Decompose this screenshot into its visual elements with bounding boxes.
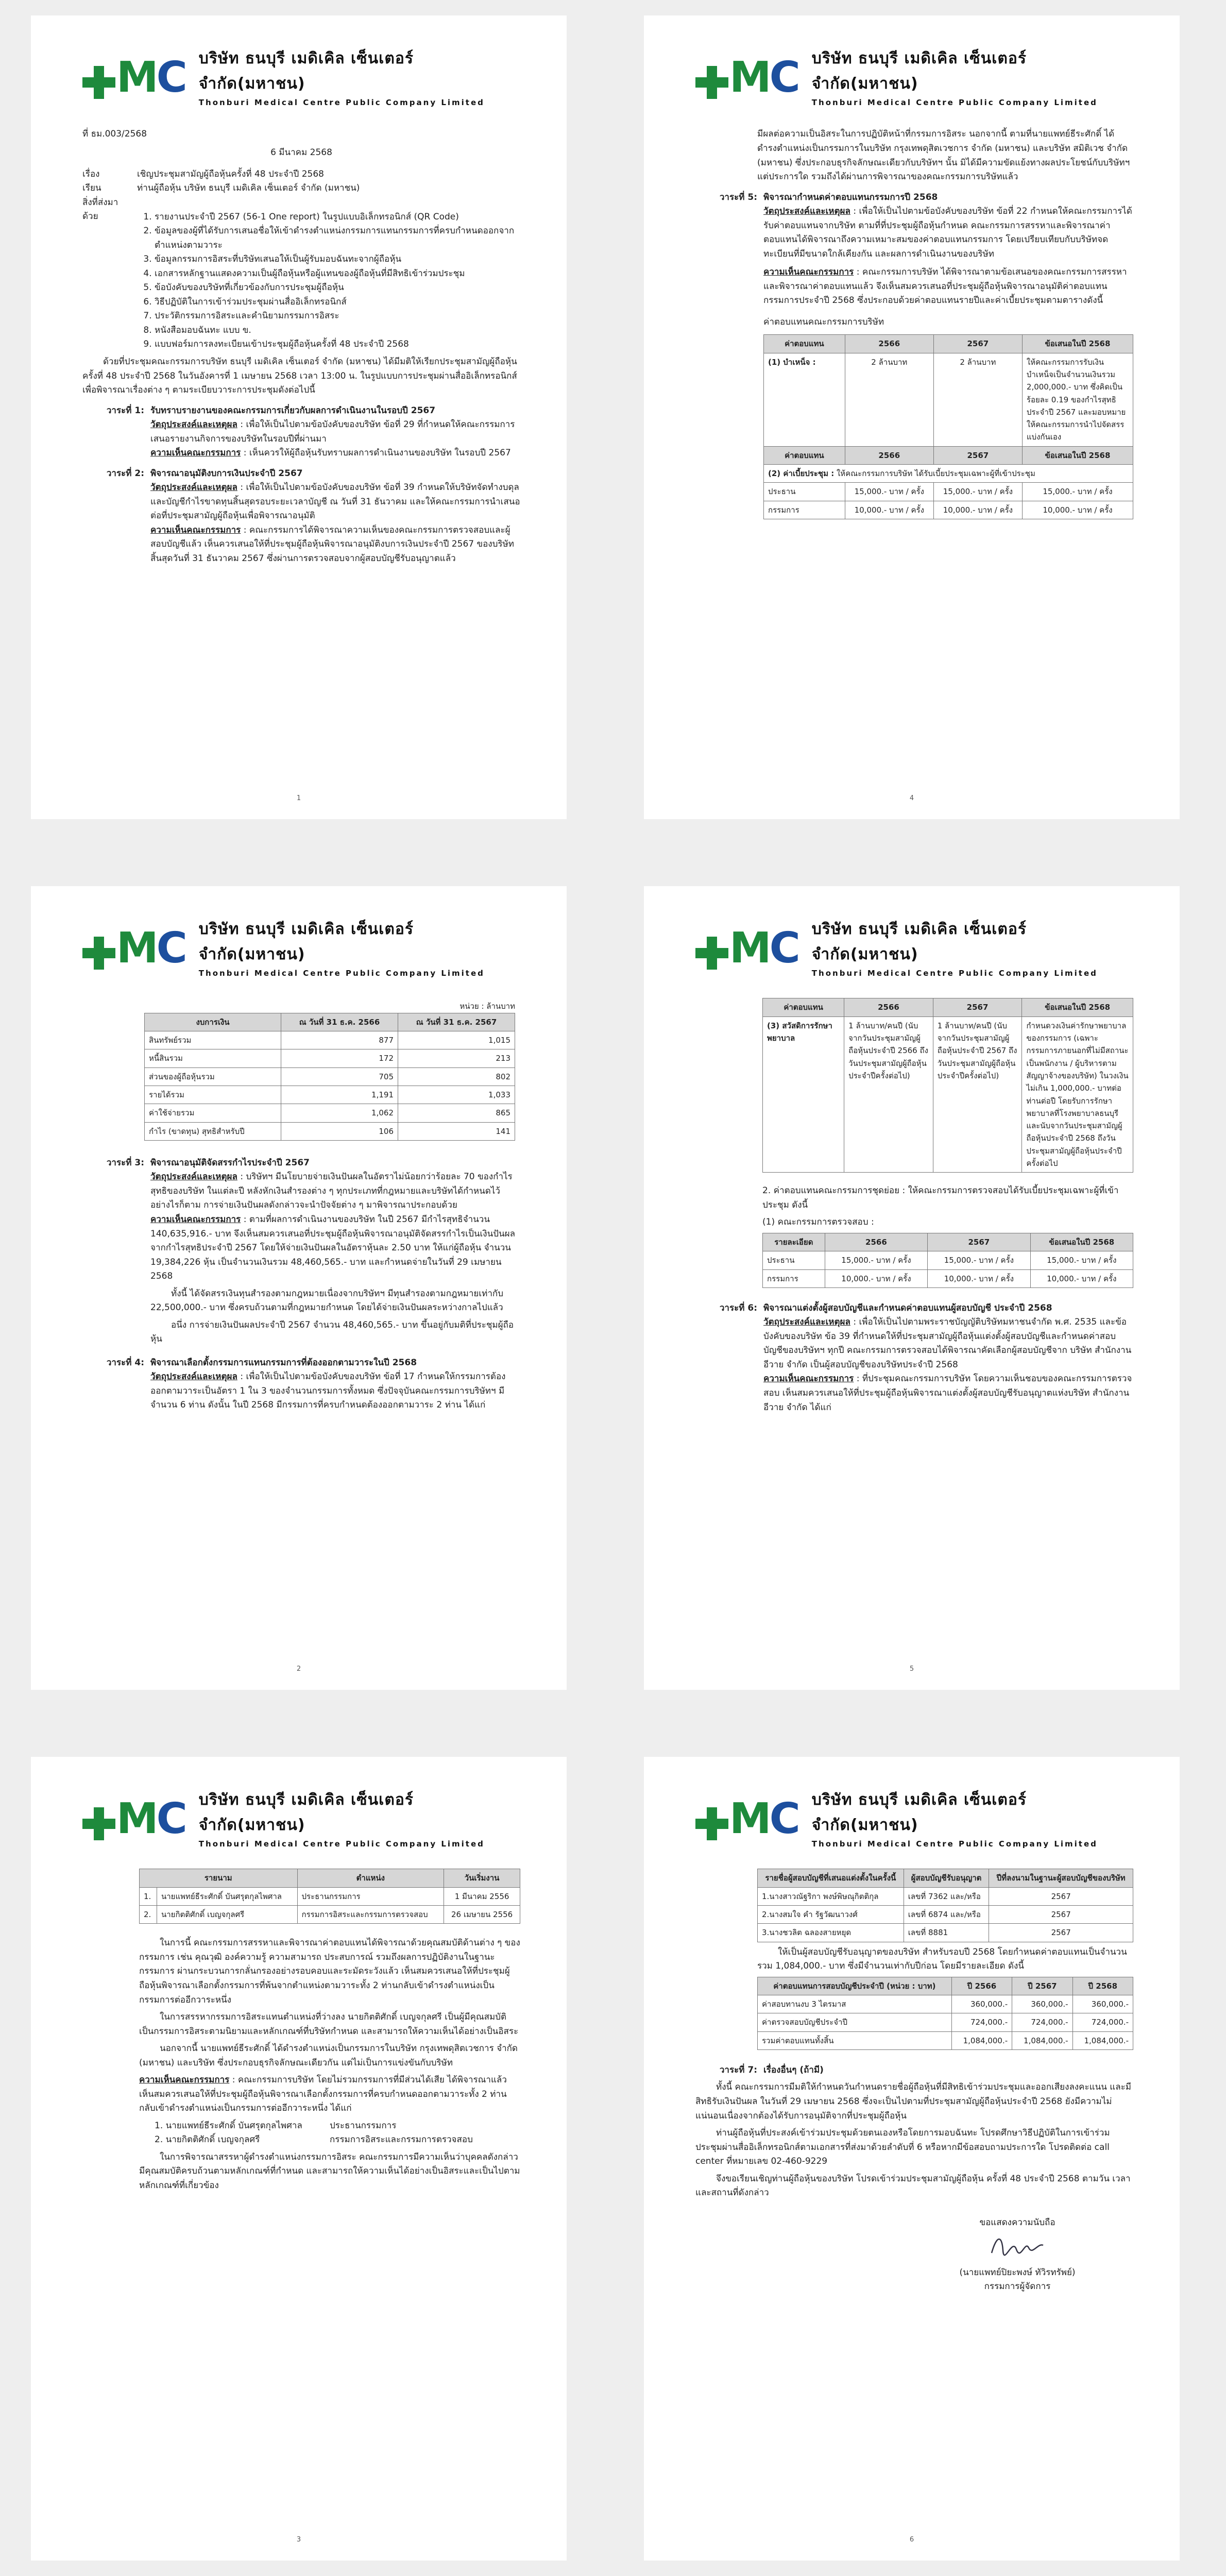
- column-header: ข้อเสนอในปี 2568: [1022, 998, 1133, 1016]
- objective-label: วัตถุประสงค์และเหตุผล: [150, 1371, 237, 1382]
- column-header: ณ วันที่ 31 ธ.ค. 2566: [281, 1013, 398, 1031]
- attachment-item: 7. ประวัติกรรมการอิสระและคำนิยามกรรมการอิสระ: [155, 309, 520, 324]
- table-cell: 724,000.-: [951, 2013, 1012, 2031]
- letter-date: 6 มีนาคม 2568: [270, 147, 332, 158]
- board-opinion-text: : เห็นควรให้ผู้ถือหุ้นรับทราบผลการดำเนินงานของบริษัท ในรอบปี 2567: [243, 448, 511, 459]
- table-cell: 15,000.- บาท / ครั้ง: [933, 483, 1022, 501]
- table-cell: 141: [398, 1122, 515, 1140]
- table-row: [145, 1067, 515, 1086]
- subject: เชิญประชุมสามัญผู้ถือหุ้นครั้งที่ 48 ประจำปี 2568: [137, 168, 325, 179]
- page-number: 2: [296, 1665, 301, 1673]
- table-cell: หนี้สินรวม: [145, 1049, 281, 1067]
- signer-title: กรรมการผู้จัดการ: [984, 2281, 1051, 2292]
- board-opinion-label: ความเห็นคณะกรรมการ: [150, 448, 241, 459]
- column-header: ปี 2568: [1072, 1977, 1133, 1995]
- objective-text: : เพื่อให้เป็นไปตามข้อบังคับของบริษัท ข้อที่ 29 ที่กำหนดให้คณะกรรมการเสนอรายงานกิจการของบริษัทในรอบปีที่ผ่านมา: [150, 419, 515, 444]
- board-opinion-label: ความเห็นคณะกรรมการ: [150, 1214, 241, 1225]
- attachments-label: สิ่งที่ส่งมาด้วย: [82, 197, 118, 222]
- page-number: 3: [296, 2535, 301, 2544]
- company-name-thai: บริษัท ธนบุรี เมดิเคิล เซ็นเตอร์ จำกัด(มหาชน): [811, 1791, 1027, 1834]
- letterhead: [695, 917, 1133, 979]
- agenda-title: รับทราบรายงานของคณะกรรมการเกี่ยวกับผลการดำเนินงานในรอบปี 2567: [150, 405, 436, 416]
- company-name-english: Thonburi Medical Centre Public Company Limited: [198, 98, 485, 108]
- closing-phrase: ขอแสดงความนับถือ: [979, 2217, 1055, 2228]
- dividend-note: อนึ่ง การจ่ายเงินปันผลประจำปี 2567 จำนวน 48,460,565.- บาท ขึ้นอยู่กับมติที่ประชุมผู้ถือหุ้น: [150, 1319, 514, 1345]
- table-cell: 1 มีนาคม 2556: [444, 1887, 520, 1905]
- nominee-role: ประธานกรรมการ: [330, 2120, 397, 2131]
- table-cell: 360,000.-: [951, 1995, 1012, 2013]
- table-cell: 2567: [989, 1887, 1133, 1905]
- signature-image: [986, 2230, 1048, 2261]
- page-number: 6: [909, 2535, 914, 2544]
- table-row: [758, 1906, 1133, 1924]
- objective-text: : บริษัทฯ มีนโยบายจ่ายเงินปันผลในอัตราไม่น้อยกว่าร้อยละ 70 ของกำไรสุทธิของบริษัท ในแต่ละปี หลังหักเงินสำรองต่าง ๆ ทุกประเภทที่กฎหมายและบริษัทได้กำหนดไว้ อย่างไรก็ตาม การจ่ายเงินปันผลดังกล่าวจะนำปัจจัยต่าง ๆ มาพิจารณาประกอบด้วย: [150, 1172, 513, 1211]
- document-page-1: [31, 15, 567, 819]
- attachment-list: [82, 210, 520, 352]
- audit-fee-table: [757, 1977, 1133, 2050]
- agenda-label: วาระที่ 6:: [719, 1302, 757, 1313]
- table-cell: ประธาน: [764, 483, 845, 501]
- column-header: รายนาม: [140, 1869, 298, 1887]
- document-page-2: [31, 886, 567, 1690]
- table-cell: 1,015: [398, 1031, 515, 1049]
- column-header: 2566: [845, 335, 933, 353]
- agenda-title: พิจารณาอนุมัติงบการเงินประจำปี 2567: [150, 468, 303, 479]
- column-header: ข้อเสนอในปี 2568: [1022, 335, 1133, 353]
- column-header: รายชื่อผู้สอบบัญชีที่เสนอแต่งตั้งในครั้งนี้: [758, 1869, 904, 1887]
- table-cell: ประธาน: [763, 1251, 825, 1269]
- document-page-4: [644, 15, 1180, 819]
- table-cell: 15,000.- บาท / ครั้ง: [928, 1251, 1030, 1269]
- table-cell: เลขที่ 8881: [904, 1924, 989, 1942]
- document-page-3: [31, 1757, 567, 2561]
- board-opinion-text: : คณะกรรมการบริษัท ได้พิจารณาตามข้อเสนอของคณะกรรมการสรรหาและพิจารณาค่าตอบแทนแล้ว จึงเห็นสมควรเสนอที่ประชุมผู้ถือหุ้นพิจารณาอนุมัติค่าตอบแทนกรรมการประจำปี 2568 ซึ่งประกอบด้วยค่าตอบแทนรายปีและค่าเบี้ยประชุมตามตารางดังนี้: [763, 267, 1127, 306]
- agenda-label: วาระที่ 1:: [106, 405, 144, 416]
- table-row: [763, 1251, 1133, 1269]
- table-row: [758, 1887, 1133, 1905]
- board-opinion-label: ความเห็นคณะกรรมการ: [763, 1374, 854, 1384]
- agenda-6: [695, 1301, 1133, 1415]
- company-name-thai: บริษัท ธนบุรี เมดิเคิล เซ็นเตอร์ จำกัด(มหาชน): [811, 49, 1027, 93]
- company-name-thai: บริษัท ธนบุรี เมดิเคิล เซ็นเตอร์ จำกัด(มหาชน): [198, 49, 414, 93]
- agenda-7: [695, 2063, 1133, 2078]
- table-row: [145, 1104, 515, 1122]
- table-cell: 15,000.- บาท / ครั้ง: [1030, 1251, 1133, 1269]
- table-row: [758, 2031, 1133, 2049]
- nominee-row: [155, 2119, 520, 2133]
- other-positions-paragraph: นอกจากนี้ นายแพทย์ธีระศักดิ์ ได้ดำรงตำแหน่งเป็นกรรมการในบริษัท กรุงเทพดุสิตเวชการ จำกัด (มหาชน) และบริษัท ซึ่งประกอบธุรกิจลักษณะเดียวกัน แต่ไม่เป็นการแข่งขันกับบริษัท: [139, 2043, 518, 2068]
- table-cell: 705: [281, 1067, 398, 1086]
- attachment-item: 4. เอกสารหลักฐานแสดงความเป็นผู้ถือหุ้นหรือผู้แทนของผู้ถือหุ้นที่มีสิทธิเข้าร่วมประชุม: [155, 267, 520, 281]
- company-logo: M C: [695, 57, 798, 99]
- page-number: 5: [909, 1665, 914, 1673]
- company-logo: M C: [695, 927, 798, 970]
- letterhead: [695, 46, 1133, 109]
- agenda-1: [82, 404, 520, 461]
- table-row: [140, 1887, 520, 1905]
- company-logo: M C: [82, 1798, 185, 1840]
- invitation-paragraph: จึงขอเรียนเชิญท่านผู้ถือหุ้นของบริษัท โปรดเข้าร่วมประชุมสามัญผู้ถือหุ้น ครั้งที่ 48 ประจำปี 2568 ตามวัน เวลา และสถานที่ดังกล่าว: [695, 2173, 1131, 2198]
- company-logo: M C: [82, 927, 185, 970]
- agenda-4: [82, 1356, 520, 1413]
- attachment-item: 9. แบบฟอร์มการลงทะเบียนเข้าประชุมผู้ถือหุ้นครั้งที่ 48 ประจำปี 2568: [155, 337, 520, 352]
- agenda-title: พิจารณาแต่งตั้งผู้สอบบัญชีและกำหนดค่าตอบแทนผู้สอบบัญชี ประจำปี 2568: [763, 1302, 1052, 1313]
- table-cell: 1 ล้านบาท/คนปี (นับจากวันประชุมสามัญผู้ถือหุ้นประจำปี 2567 ถึงวันประชุมสามัญผู้ถือหุ้นประจำปีครั้งต่อไป): [933, 1016, 1022, 1173]
- table-cell: 10,000.- บาท / ครั้ง: [1022, 501, 1133, 519]
- table-cell: 1.นางสาวณัฐริกา พงษ์พิษณุกิตติกุล: [758, 1887, 904, 1905]
- column-header: ปีที่ลงนามในฐานะผู้สอบบัญชีของบริษัท: [989, 1869, 1133, 1887]
- table-unit: หน่วย : ล้านบาท: [459, 1002, 515, 1011]
- table-cell: 2 ล้านบาท: [845, 353, 933, 446]
- attachment-item: 8. หนังสือมอบฉันทะ แบบ ข.: [155, 324, 520, 338]
- director-remuneration-table: [763, 334, 1133, 519]
- table-cell: 10,000.- บาท / ครั้ง: [825, 1269, 927, 1287]
- table-cell: (2) ค่าเบี้ยประชุม :: [768, 469, 835, 479]
- table-cell: 10,000.- บาท / ครั้ง: [1030, 1269, 1133, 1287]
- table-cell: กรรมการ: [763, 1269, 825, 1287]
- agenda-5: [695, 191, 1133, 519]
- nomination-paragraph: ในการนี้ คณะกรรมการสรรหาและพิจารณาค่าตอบแทนได้พิจารณาด้วยคุณสมบัติด้านต่าง ๆ ของกรรมการ เช่น คุณวุฒิ องค์ความรู้ ความสามารถ ประสบการณ์ รวมถึงผลการปฏิบัติงานในฐานะกรรมการ ผ่านกระบวนการกลั่นกรองอย่างรอบคอบและระมัดระวังแล้ว เห็นสมควรเสนอให้ที่ประชุมผู้ถือหุ้นพิจารณาเลือกตั้งกรรมการที่พ้นจากตำแหน่งตามวาระทั้ง 2 ท่านกลับเข้าดำรงตำแหน่งเป็นกรรมการต่ออีกวาระหนึ่ง: [139, 1938, 520, 2005]
- table-cell: ให้คณะกรรมการบริษัท ได้รับเบี้ยประชุมเฉพาะผู้ที่เข้าประชุม: [836, 469, 1035, 479]
- company-logo: M C: [82, 57, 185, 99]
- table-cell: (1) บำเหน็จ :: [768, 357, 816, 367]
- table-cell: 1,084,000.-: [1072, 2031, 1133, 2049]
- agenda-label: วาระที่ 5:: [719, 192, 757, 202]
- column-header: รายละเอียด: [763, 1233, 825, 1251]
- table-row: [145, 1031, 515, 1049]
- table-row: [763, 1016, 1133, 1173]
- nominee-role: กรรมการอิสระและกรรมการตรวจสอบ: [330, 2134, 473, 2145]
- to-label: เรียน: [82, 183, 101, 194]
- column-header: 2567: [933, 446, 1022, 464]
- table-row: [763, 1269, 1133, 1287]
- column-header: ข้อเสนอในปี 2568: [1022, 446, 1133, 464]
- objective-text: : เพื่อให้เป็นไปตามข้อบังคับของบริษัท ข้อที่ 22 กำหนดให้คณะกรรมการได้รับค่าตอบแทนจากบริษัท ตามที่ที่ประชุมผู้ถือหุ้นกำหนด คณะกรรมการสรรหาและพิจารณาค่าตอบแทนได้พิจารณาถึงความเหมาะสมของค่าตอบแทนกรรมการ โดยเปรียบเทียบกับบริษัทจดทะเบียนที่มีขนาดใกล้เคียงกัน และผลการดำเนินงานของบริษัท: [763, 206, 1132, 259]
- board-opinion-text: : ที่ประชุมคณะกรรมการบริษัท โดยความเห็นชอบของคณะกรรมการตรวจสอบ เห็นสมควรเสนอให้ที่ประชุมผู้ถือหุ้นพิจารณาแต่งตั้งผู้สอบบัญชีรับอนุญาตแห่งบริษัท สำนักงาน อีวาย จำกัด ได้แก่: [763, 1374, 1132, 1413]
- attachment-item: 3. ข้อมูลกรรมการอิสระที่บริษัทเสนอให้เป็นผู้รับมอบฉันทะจากผู้ถือหุ้น: [155, 252, 520, 267]
- letterhead: [82, 46, 520, 109]
- table-cell: เลขที่ 7362 และ/หรือ: [904, 1887, 989, 1905]
- column-header: 2567: [933, 998, 1022, 1016]
- objective-label: วัตถุประสงค์และเหตุผล: [150, 419, 237, 430]
- table-cell: 15,000.- บาท / ครั้ง: [845, 483, 933, 501]
- table-row: [758, 2013, 1133, 2031]
- table-cell: (3) สวัสดิการรักษาพยาบาล: [767, 1021, 832, 1043]
- board-opinion-label: ความเห็นคณะกรรมการ: [139, 2075, 230, 2086]
- column-header: ณ วันที่ 31 ธ.ค. 2567: [398, 1013, 515, 1031]
- table-cell: 10,000.- บาท / ครั้ง: [928, 1269, 1030, 1287]
- table-cell: กำไร (ขาดทุน) สุทธิสำหรับปี: [145, 1122, 281, 1140]
- table-cell: รวมค่าตอบแทนทั้งสิ้น: [758, 2031, 952, 2049]
- company-name-english: Thonburi Medical Centre Public Company Limited: [198, 1839, 485, 1849]
- column-header: ปี 2566: [951, 1977, 1012, 1995]
- company-name-english: Thonburi Medical Centre Public Company Limited: [811, 98, 1098, 108]
- table-row: [145, 1049, 515, 1067]
- table-cell: 10,000.- บาท / ครั้ง: [933, 501, 1022, 519]
- attachment-item: 5. ข้อบังคับของบริษัทที่เกี่ยวข้องกับการประชุมผู้ถือหุ้น: [155, 281, 520, 295]
- medical-benefit-table: [762, 998, 1133, 1173]
- table-cell: เลขที่ 6874 และ/หรือ: [904, 1906, 989, 1924]
- column-header: วันเริ่มงาน: [444, 1869, 520, 1887]
- agenda-title: พิจารณาอนุมัติจัดสรรกำไรประจำปี 2567: [150, 1157, 310, 1168]
- table-caption: ค่าตอบแทนคณะกรรมการบริษัท: [763, 316, 884, 327]
- column-header: 2567: [928, 1233, 1030, 1251]
- table-row: [764, 483, 1133, 501]
- agenda-title: เรื่องอื่นๆ (ถ้ามี): [763, 2064, 824, 2075]
- table-cell: 1,084,000.-: [1012, 2031, 1072, 2049]
- table-cell: ส่วนของผู้ถือหุ้นรวม: [145, 1067, 281, 1086]
- document-page-6: [644, 1757, 1180, 2561]
- agenda-label: วาระที่ 7:: [719, 2064, 757, 2075]
- table-cell: 2.: [140, 1906, 157, 1924]
- independence-paragraph: ในการสรรหากรรมการอิสระแทนตำแหน่งที่ว่างลง นายกิตติศักดิ์ เบญจกุลศรี เป็นผู้มีคุณสมบัติเป็นกรรมการอิสระตามนิยามและหลักเกณฑ์ที่บริษัทกำหนด และสามารถให้ความเห็นได้อย่างเป็นอิสระ: [139, 2012, 519, 2037]
- company-name-english: Thonburi Medical Centre Public Company Limited: [811, 969, 1098, 978]
- table-cell: รายได้รวม: [145, 1086, 281, 1104]
- audit-committee-table: [762, 1233, 1133, 1288]
- table-cell: 865: [398, 1104, 515, 1122]
- subject-label: เรื่อง: [82, 168, 100, 179]
- table-cell: กำหนดวงเงินค่ารักษาพยาบาลของกรรมการ (เฉพาะกรรมการภายนอกที่ไม่มีสถานะเป็นพนักงาน / ผู้บริหารตามสัญญาจ้างของบริษัท) ในวงเงินไม่เกิน 1,000,000.- บาทต่อท่านต่อปี โดยรับการรักษาพยาบาลที่โรงพยาบาลธนบุรี และนับจากวันประชุมสามัญผู้ถือหุ้นประจำปี 2568 ถึงวันประชุมสามัญผู้ถือหุ้นประจำปีครั้งต่อไป: [1022, 1016, 1133, 1173]
- nominee-name: 2. นายกิตติศักดิ์ เบญจกุลศรี: [155, 2134, 260, 2145]
- column-header: 2567: [933, 335, 1022, 353]
- table-cell: 1 ล้านบาท/คนปี (นับจากวันประชุมสามัญผู้ถือหุ้นประจำปี 2566 ถึงวันประชุมสามัญผู้ถือหุ้นประจำปีครั้งต่อไป): [844, 1016, 933, 1173]
- table-cell: 106: [281, 1122, 398, 1140]
- table-cell: 172: [281, 1049, 398, 1067]
- column-header: 2566: [845, 446, 933, 464]
- table-cell: 360,000.-: [1072, 1995, 1133, 2013]
- board-opinion-label: ความเห็นคณะกรรมการ: [763, 267, 854, 278]
- subcommittee-note: 2. ค่าตอบแทนคณะกรรมการชุดย่อย : ให้คณะกรรมการตรวจสอบได้รับเบี้ยประชุมเฉพาะผู้ที่เข้าประชุม ดังนี้: [762, 1185, 1119, 1210]
- attendance-paragraph: ท่านผู้ถือหุ้นที่ประสงค์เข้าร่วมประชุมด้วยตนเองหรือโดยการมอบฉันทะ โปรดศึกษาวิธีปฏิบัติในการเข้าร่วมประชุมผ่านสื่ออิเล็กทรอนิกส์ตามเอกสารที่ส่งมาด้วยลำดับที่ 6 หรือหากมีข้อสอบถามประการใด โปรดติดต่อ call center ที่หมายเลข 02-460-9229: [695, 2128, 1110, 2167]
- letterhead: [82, 917, 520, 979]
- reserve-paragraph: ทั้งนี้ ได้จัดสรรเงินทุนสำรองตามกฎหมายเนื่องจากบริษัทฯ มีทุนสำรองตามกฎหมายเท่ากับ 22,500,000.- บาท ซึ่งครบถ้วนตามที่กฎหมายกำหนด โดยได้จ่ายเงินปันผลระหว่างกาลไปแล้ว: [150, 1288, 503, 1313]
- attachment-item: 1. รายงานประจำปี 2567 (56-1 One report) ในรูปแบบอิเล็กทรอนิกส์ (QR Code): [155, 210, 520, 225]
- column-header: ผู้สอบบัญชีรับอนุญาต: [904, 1869, 989, 1887]
- company-logo: M C: [695, 1798, 798, 1840]
- column-header: ค่าตอบแทน: [764, 446, 845, 464]
- signature-block: [901, 2216, 1133, 2294]
- board-opinion-label: ความเห็นคณะกรรมการ: [150, 524, 241, 535]
- table-row: [758, 1924, 1133, 1942]
- agenda-label: วาระที่ 2:: [106, 468, 144, 479]
- table-cell: สินทรัพย์รวม: [145, 1031, 281, 1049]
- financial-statements-table: [144, 1013, 515, 1141]
- letterhead: [82, 1788, 520, 1850]
- column-header: 2566: [825, 1233, 927, 1251]
- objective-text: : เพื่อให้เป็นไปตามข้อบังคับของบริษัท ข้อที่ 17 กำหนดให้กรรมการต้องออกตามวาระเป็นอัตรา 1 ใน 3 ของจำนวนกรรมการทั้งหมด ซึ่งปัจจุบันคณะกรรมการบริษัทฯ มีจำนวน 6 ท่าน ดังนั้น ในปี 2568 มีกรรมการที่ครบกำหนดต้องออกตามวาระ 2 ท่าน ได้แก่: [150, 1371, 506, 1411]
- page-number: 1: [296, 794, 301, 802]
- table-cell: ประธานกรรมการ: [297, 1887, 444, 1905]
- agenda-label: วาระที่ 4:: [106, 1357, 144, 1368]
- company-name-thai: บริษัท ธนบุรี เมดิเคิล เซ็นเตอร์ จำกัด(มหาชน): [811, 920, 1027, 963]
- table-row: [140, 1906, 520, 1924]
- table-cell: นายแพทย์ธีระศักดิ์ บันศรุตกุลไพศาล: [157, 1887, 297, 1905]
- page-number: 4: [909, 794, 914, 802]
- attachment-item: 6. วิธีปฏิบัติในการเข้าร่วมประชุมผ่านสื่ออิเล็กทรอนิกส์: [155, 295, 520, 310]
- agenda-label: วาระที่ 3:: [106, 1157, 144, 1168]
- table-cell: 724,000.-: [1012, 2013, 1072, 2031]
- company-name-thai: บริษัท ธนบุรี เมดิเคิล เซ็นเตอร์ จำกัด(มหาชน): [198, 920, 414, 963]
- table-cell: นายกิตติศักดิ์ เบญจกุลศรี: [157, 1906, 297, 1924]
- auditor-table: [757, 1869, 1133, 1942]
- objective-text: : เพื่อให้เป็นไปตามข้อบังคับของบริษัท ข้อที่ 39 กำหนดให้บริษัทจัดทำงบดุลและบัญชีกำไรขาดทุนสิ้นสุดรอบระยะเวลาบัญชี ณ วันที่ 31 ธันวาคม และให้คณะกรรมการนำเสนอต่อที่ประชุมสามัญผู้ถือหุ้นเพื่อพิจารณาอนุมัติ: [150, 482, 520, 521]
- table-row: [764, 353, 1133, 446]
- table-row: [758, 1995, 1133, 2013]
- document-page-5: [644, 886, 1180, 1690]
- table-cell: 1,033: [398, 1086, 515, 1104]
- table-cell: กรรมการอิสระและกรรมการตรวจสอบ: [297, 1906, 444, 1924]
- table-cell: 1,062: [281, 1104, 398, 1122]
- column-header: ปี 2567: [1012, 1977, 1072, 1995]
- table-row: [145, 1122, 515, 1140]
- agenda-3: [82, 1156, 520, 1350]
- company-name-english: Thonburi Medical Centre Public Company Limited: [198, 969, 485, 978]
- table-cell: 2.นางสมใจ คำ รัฐวัฒนาวงศ์: [758, 1906, 904, 1924]
- retiring-directors-table: [139, 1869, 520, 1924]
- table-cell: 877: [281, 1031, 398, 1049]
- audit-fee-paragraph: ให้เป็นผู้สอบบัญชีรับอนุญาตของบริษัท สำหรับรอบปี 2568 โดยกำหนดค่าตอบแทนเป็นจำนวนรวม 1,084,000.- บาท ซึ่งมีจำนวนเท่ากับปีก่อน โดยมีรายละเอียด ดังนี้: [757, 1946, 1127, 1972]
- table-cell: 360,000.-: [1012, 1995, 1072, 2013]
- objective-label: วัตถุประสงค์และเหตุผล: [763, 1317, 850, 1328]
- recipient: ท่านผู้ถือหุ้น บริษัท ธนบุรี เมดิเคิล เซ็นเตอร์ จำกัด (มหาชน): [137, 183, 360, 194]
- table-row: [764, 501, 1133, 519]
- table-cell: 10,000.- บาท / ครั้ง: [845, 501, 933, 519]
- nominee-name: 1. นายแพทย์ธีระศักดิ์ บันศรุตกุลไพศาล: [155, 2120, 302, 2131]
- table-row: [764, 465, 1133, 483]
- table-cell: 724,000.-: [1072, 2013, 1133, 2031]
- nominee-row: [155, 2133, 520, 2147]
- table-cell: 2567: [989, 1906, 1133, 1924]
- table-cell: กรรมการ: [764, 501, 845, 519]
- attachment-item: 2. ข้อมูลของผู้ที่ได้รับการเสนอชื่อให้เข้าดำรงตำแหน่งกรรมการแทนกรรมการที่ครบกำหนดออกจากตำแหน่งตามวาระ: [155, 224, 520, 252]
- table-cell: 1,084,000.-: [951, 2031, 1012, 2049]
- table-cell: 26 เมษายน 2556: [444, 1906, 520, 1924]
- continuation-paragraph: มีผลต่อความเป็นอิสระในการปฏิบัติหน้าที่กรรมการอิสระ นอกจากนี้ ตามที่นายแพทย์ธีระศักดิ์ ได้ดำรงตำแหน่งเป็นกรรมการในบริษัท กรุงเทพดุสิตเวชการ จำกัด (มหาชน) และบริษัท สมิติเวช จำกัด (มหาชน) ซึ่งประกอบธุรกิจลักษณะเดียวกับบริษัทฯ นั้น มิได้มีความขัดแย้งทางผลประโยชน์กับบริษัทฯ แต่ประการใด รวมถึงได้ผ่านการพิจารณาของคณะกรรมการบริษัทแล้ว: [757, 129, 1130, 182]
- intro-paragraph: ด้วยที่ประชุมคณะกรรมการบริษัท ธนบุรี เมดิเคิล เซ็นเตอร์ จำกัด (มหาชน) ได้มีมติให้เรียกประชุมสามัญผู้ถือหุ้นครั้งที่ 48 ประจำปี 2568 ในวันอังคารที่ 1 เมษายน 2568 เวลา 13:00 น. ในรูปแบบการประชุมผ่านสื่ออิเล็กทรอนิกส์ เพื่อพิจารณาเรื่องต่าง ๆ ตามระเบียบวาระการประชุมดังต่อไปนี้: [82, 356, 517, 396]
- independent-director-paragraph: ในการพิจารณาสรรหาผู้ดำรงตำแหน่งกรรมการอิสระ คณะกรรมการมีความเห็นว่าบุคคลดังกล่าวมีคุณสมบัติครบถ้วนตามหลักเกณฑ์ที่กำหนด และสามารถให้ความเห็นได้อย่างเป็นอิสระและเป็นไปตามหลักเกณฑ์ที่เกี่ยวข้อง: [139, 2151, 520, 2191]
- table-cell: 1.: [140, 1887, 157, 1905]
- agenda-2: [82, 467, 520, 566]
- reference-number: ที่ ธม.003/2568: [82, 129, 147, 140]
- company-name-thai: บริษัท ธนบุรี เมดิเคิล เซ็นเตอร์ จำกัด(มหาชน): [198, 1791, 414, 1834]
- agenda-title: พิจารณากำหนดค่าตอบแทนกรรมการปี 2568: [763, 192, 938, 202]
- table-row: [145, 1086, 515, 1104]
- table-cell: ค่าตรวจสอบบัญชีประจำปี: [758, 2013, 952, 2031]
- letterhead: [695, 1788, 1133, 1850]
- column-header: ค่าตอบแทนการสอบบัญชีประจำปี (หน่วย : บาท): [758, 1977, 952, 1995]
- objective-label: วัตถุประสงค์และเหตุผล: [150, 1172, 237, 1182]
- column-header: ค่าตอบแทน: [763, 998, 844, 1016]
- table-cell: 2567: [989, 1924, 1133, 1942]
- table-cell: 213: [398, 1049, 515, 1067]
- audit-committee-label: (1) คณะกรรมการตรวจสอบ :: [762, 1217, 874, 1228]
- table-cell: ค่าสอบทานงบ 3 ไตรมาส: [758, 1995, 952, 2013]
- table-cell: 3.นางชวลิต ฉลองสายหยุด: [758, 1924, 904, 1942]
- agenda-title: พิจารณาเลือกตั้งกรรมการแทนกรรมการที่ต้องออกตามวาระในปี 2568: [150, 1357, 417, 1368]
- objective-text: : เพื่อให้เป็นไปตามพระราชบัญญัติบริษัทมหาชนจำกัด พ.ศ. 2535 และข้อบังคับของบริษัท ข้อ 39 ที่กำหนดให้ที่ประชุมสามัญผู้ถือหุ้นแต่งตั้งผู้สอบบัญชีและกำหนดค่าสอบบัญชีของบริษัทฯ ทุกปี คณะกรรมการตรวจสอบได้พิจารณาคัดเลือกผู้สอบบัญชีจาก บริษัท สำนักงาน อีวาย จำกัด เป็นผู้สอบบัญชีของบริษัทประจำปี 2568: [763, 1317, 1132, 1370]
- column-header: งบการเงิน: [145, 1013, 281, 1031]
- column-header: ข้อเสนอในปี 2568: [1030, 1233, 1133, 1251]
- column-header: 2566: [844, 998, 933, 1016]
- company-name-english: Thonburi Medical Centre Public Company Limited: [811, 1839, 1098, 1849]
- column-header: ค่าตอบแทน: [764, 335, 845, 353]
- objective-label: วัตถุประสงค์และเหตุผล: [763, 206, 850, 217]
- signer-name: (นายแพทย์ปิยะพงษ์ ทัวิรทรัพย์): [959, 2267, 1076, 2278]
- table-cell: ค่าใช้จ่ายรวม: [145, 1104, 281, 1122]
- board-opinion-text: : คณะกรรมการบริษัท โดยไม่รวมกรรมการที่มีส่วนได้เสีย ได้พิจารณาแล้ว เห็นสมควรเสนอให้ที่ประชุมผู้ถือหุ้นพิจารณาเลือกตั้งกรรมการที่ครบกำหนดออกตามวาระทั้ง 2 ท่าน กลับเข้าดำรงตำแหน่งเป็นกรรมการต่ออีกวาระหนึ่ง ได้แก่: [139, 2075, 507, 2114]
- table-cell: ให้คณะกรรมการรับเงินบำเหน็จเป็นจำนวนเงินรวม 2,000,000.- บาท ซึ่งคิดเป็นร้อยละ 0.19 ของกำไรสุทธิประจำปี 2567 และมอบหมายให้คณะกรรมการนำไปจัดสรรแบ่งกันเอง: [1022, 353, 1133, 446]
- board-opinion-text: : ตามที่ผลการดำเนินงานของบริษัท ในปี 2567 มีกำไรสุทธิจำนวน 140,635,916.- บาท จึงเห็นสมควรเสนอที่ประชุมผู้ถือหุ้นพิจารณาอนุมัติจัดสรรกำไรเป็นเงินปันผลจากกำไรสุทธิประจำปี 2567 โดยให้จ่ายเงินปันผลในอัตราหุ้นละ 2.50 บาท ให้แก่ผู้ถือหุ้น จำนวน 19,384,226 หุ้น เป็นจำนวนเงินรวม 48,460,565.- บาท และกำหนดจ่ายในวันที่ 29 เมษายน 2568: [150, 1214, 516, 1282]
- table-cell: 1,191: [281, 1086, 398, 1104]
- column-header: ตำแหน่ง: [297, 1869, 444, 1887]
- record-date-paragraph: ทั้งนี้ คณะกรรมการมีมติให้กำหนดวันกำหนดรายชื่อผู้ถือหุ้นที่มีสิทธิเข้าร่วมประชุมและออกเสียงลงคะแนน และมีสิทธิรับเงินปันผล ในวันที่ 29 เมษายน 2568 ซึ่งจะเป็นไปตามที่ประชุมสามัญผู้ถือหุ้นประจำปี 2568 ยังมีความไม่แน่นอนเนื่องจากต้องได้รับการอนุมัติจากที่ประชุมผู้ถือหุ้น: [695, 2082, 1131, 2121]
- board-opinion-text: : คณะกรรมการได้พิจารณาความเห็นของคณะกรรมการตรวจสอบและผู้สอบบัญชีแล้ว เห็นควรเสนอให้ที่ประชุมผู้ถือหุ้นพิจารณาอนุมัติงบการเงินประจำปี 2567 ของบริษัท สิ้นสุดวันที่ 31 ธันวาคม 2567 ซึ่งผ่านการตรวจสอบจากผู้สอบบัญชีรับอนุญาตแล้ว: [150, 524, 514, 564]
- table-cell: 15,000.- บาท / ครั้ง: [1022, 483, 1133, 501]
- table-cell: 2 ล้านบาท: [933, 353, 1022, 446]
- table-cell: 15,000.- บาท / ครั้ง: [825, 1251, 927, 1269]
- table-cell: 802: [398, 1067, 515, 1086]
- objective-label: วัตถุประสงค์และเหตุผล: [150, 482, 237, 493]
